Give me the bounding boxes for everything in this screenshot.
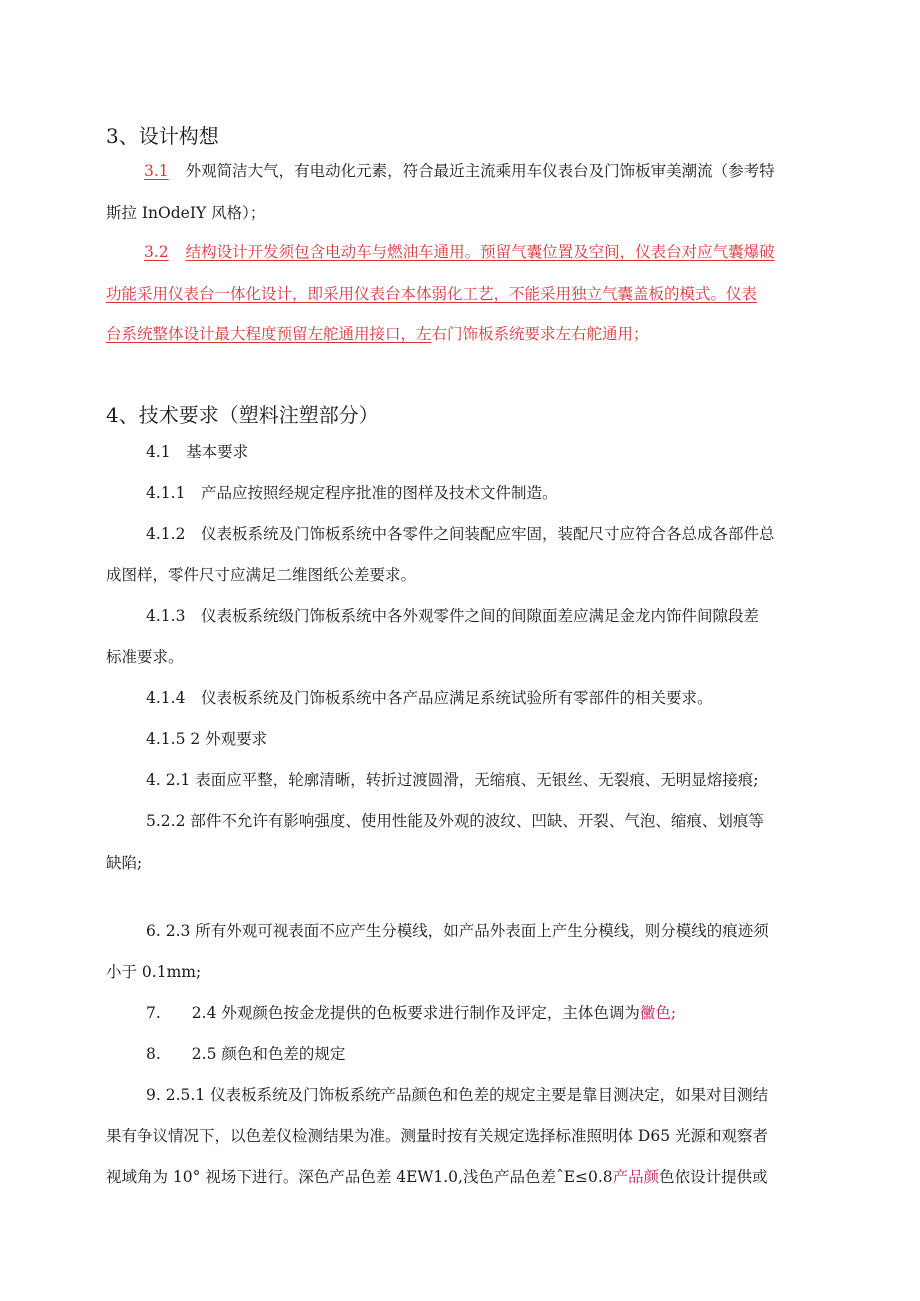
para-3-2-line-2: 功能采用仪表台一体化设计，即采用仪表台本体弱化工艺，不能采用独立气囊盖板的模式。仪表 bbox=[106, 285, 758, 303]
item-9-line-3 bbox=[106, 1170, 768, 1186]
item-9-line-1: 9. 2.5.1 仪表板系统及门饰板系统产品颜色和色差的规定主要是靠目测决定，如果对目测结 bbox=[146, 1086, 769, 1104]
item-4-1-2-line-2: 成图样，零件尺寸应满足二维图纸公差要求。 bbox=[106, 566, 417, 584]
item-4-1-4: 4.1.4 仪表板系统及门饰板系统中各产品应满足系统试验所有零部件的相关要求。 bbox=[146, 689, 713, 707]
item-7-text: 7. 2.4 外观颜色按金龙提供的色板要求进行制作及评定，主体色调为 bbox=[146, 1004, 640, 1022]
section-3-heading: 3、设计构想 bbox=[106, 124, 219, 148]
para-3-2-text: 结构设计开发须包含电动车与燃油车通用。预留气囊位置及空间，仪表台对应气囊爆破 bbox=[185, 243, 775, 261]
para-3-2-line-3-red: 台系统整体设计最大程度预留左舵通用接口，左 bbox=[106, 325, 432, 343]
para-3-1-number: 3.1 bbox=[144, 162, 169, 180]
item-7-color-word: 黴色 bbox=[639, 1004, 671, 1022]
para-3-2-line-3 bbox=[106, 327, 649, 343]
item-7-line bbox=[146, 1006, 676, 1022]
para-3-2-line-3-rest: 右门饰板系统要求左右舵通用； bbox=[431, 325, 649, 343]
item-9-line-3-text: 视域角为 10° 视场下进行。深色产品色差 4EW1.0,浅色产品色差ˆE≤0.8 bbox=[106, 1168, 613, 1186]
item-4-1-3-line-2: 标准要求。 bbox=[106, 648, 184, 666]
para-3-2-number: 3.2 bbox=[144, 243, 169, 261]
para-3-1-line-2: 斯拉 InOdeIY 风格）； bbox=[106, 204, 266, 222]
item-4-line: 4. 2.1 表面应平整，轮廓清晰，转折过渡圆滑，无缩痕、无银丝、无裂痕、无明显熔接痕; bbox=[146, 771, 759, 789]
para-3-1-line-1 bbox=[144, 164, 775, 180]
item-9-line-3-end: 色依设计提供或 bbox=[659, 1168, 768, 1186]
item-5-line-1: 5.2.2 部件不允许有影响强度、使用性能及外观的波纹、凹缺、开裂、气泡、缩痕、划痕等 bbox=[146, 812, 764, 830]
item-7-end: ; bbox=[670, 1004, 677, 1022]
item-4-1-3-line-1: 4.1.3 仪表板系统级门饰板系统中各外观零件之间的间隙面差应满足金龙内饰件间隙段差 bbox=[146, 607, 759, 625]
item-6-line-1: 6. 2.3 所有外观可视表面不应产生分模线，如产品外表面上产生分模线，则分模线的痕迹须 bbox=[146, 922, 769, 940]
item-5-line-2: 缺陷; bbox=[106, 854, 143, 872]
item-4-1-1: 4.1.1 产品应按照经规定程序批准的图样及技术文件制造。 bbox=[146, 484, 558, 502]
item-8-line: 8. 2.5 颜色和色差的规定 bbox=[146, 1045, 346, 1063]
para-3-1-text: 外观简洁大气，有电动化元素，符合最近主流乘用车仪表台及门饰板审美潮流（参考特 bbox=[185, 162, 775, 180]
item-9-line-2: 果有争议情况下，以色差仪检测结果为准。测量时按有关规定选择标准照明体 D65 光源和观察者 bbox=[106, 1127, 769, 1145]
item-4-1-2-line-1: 4.1.2 仪表板系统及门饰板系统中各零件之间装配应牢固，装配尺寸应符合各总成各部件总 bbox=[146, 525, 775, 543]
item-4-1-5: 4.1.5 2 外观要求 bbox=[146, 730, 268, 748]
item-9-line-3-pink: 产品颜 bbox=[612, 1168, 660, 1186]
para-3-2-line-1 bbox=[144, 245, 775, 261]
section-4-heading: 4、技术要求（塑料注塑部分） bbox=[106, 403, 379, 427]
item-4-1: 4.1 基本要求 bbox=[146, 443, 249, 461]
item-6-line-2: 小于 0.1mm; bbox=[106, 963, 202, 981]
